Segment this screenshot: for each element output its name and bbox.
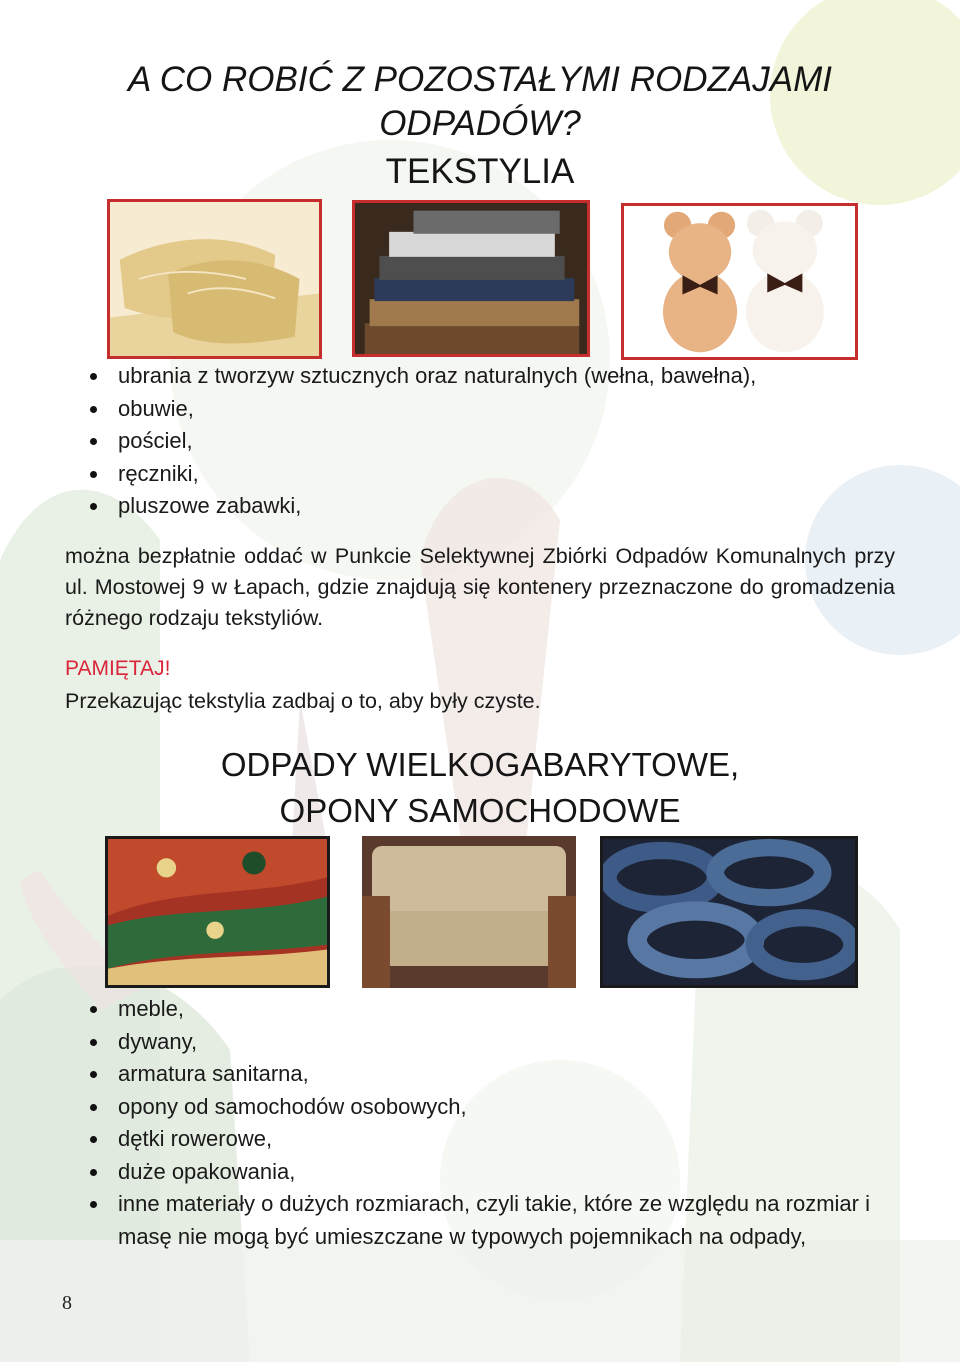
remember-note: Przekazując tekstylia zadbaj o to, aby były czyste. xyxy=(65,689,541,713)
list-item: pluszowe zabawki, xyxy=(90,490,890,523)
pillows-photo xyxy=(107,199,322,359)
sofa-photo xyxy=(362,836,576,988)
page-title xyxy=(90,58,870,146)
bulky-title-line2: OPONY SAMOCHODOWE xyxy=(279,792,681,829)
list-item: inne materiały o dużych rozmiarach, czyli takie, które ze względu na rozmiar i masę nie mogą być umieszczane w typowych pojemnikach na odpady, xyxy=(90,1188,890,1253)
list-item: ręczniki, xyxy=(90,458,890,491)
list-item: meble, xyxy=(90,993,890,1026)
list-item: duże opakowania, xyxy=(90,1156,890,1189)
textiles-paragraph: można bezpłatnie oddać w Punkcie Selektywnej Zbiórki Odpadów Komunalnych przy ul. Mostowej 9 w Łapach, gdzie znajdują się kontenery przeznaczone do gromadzenia różnego rodzaju tekstyliów. xyxy=(65,544,895,630)
textiles-list xyxy=(90,360,890,523)
page-title-line2: ODPADÓW? xyxy=(379,104,581,143)
section-title-bulky xyxy=(90,742,870,834)
list-item: dętki rowerowe, xyxy=(90,1123,890,1156)
list-item: dywany, xyxy=(90,1026,890,1059)
teddy-bears-photo xyxy=(621,203,858,360)
list-item: opony od samochodów osobowych, xyxy=(90,1091,890,1124)
list-item: ubrania z tworzyw sztucznych oraz naturalnych (wełna, bawełna), xyxy=(90,360,890,393)
tires-photo xyxy=(600,836,858,988)
section-title-textiles: TEKSTYLIA xyxy=(385,152,575,191)
remember-label: PAMIĘTAJ! xyxy=(65,657,171,680)
carpet-photo xyxy=(105,836,330,988)
page-number: 8 xyxy=(62,1292,72,1314)
bulky-title-line1: ODPADY WIELKOGABARYTOWE, xyxy=(220,746,740,783)
page-title-line1: A CO ROBIĆ Z POZOSTAŁYMI RODZAJAMI xyxy=(128,60,832,99)
list-item: pościel, xyxy=(90,425,890,458)
list-item: armatura sanitarna, xyxy=(90,1058,890,1091)
list-item: obuwie, xyxy=(90,393,890,426)
clothes-pile-photo xyxy=(352,200,590,357)
bulky-list xyxy=(90,993,890,1253)
